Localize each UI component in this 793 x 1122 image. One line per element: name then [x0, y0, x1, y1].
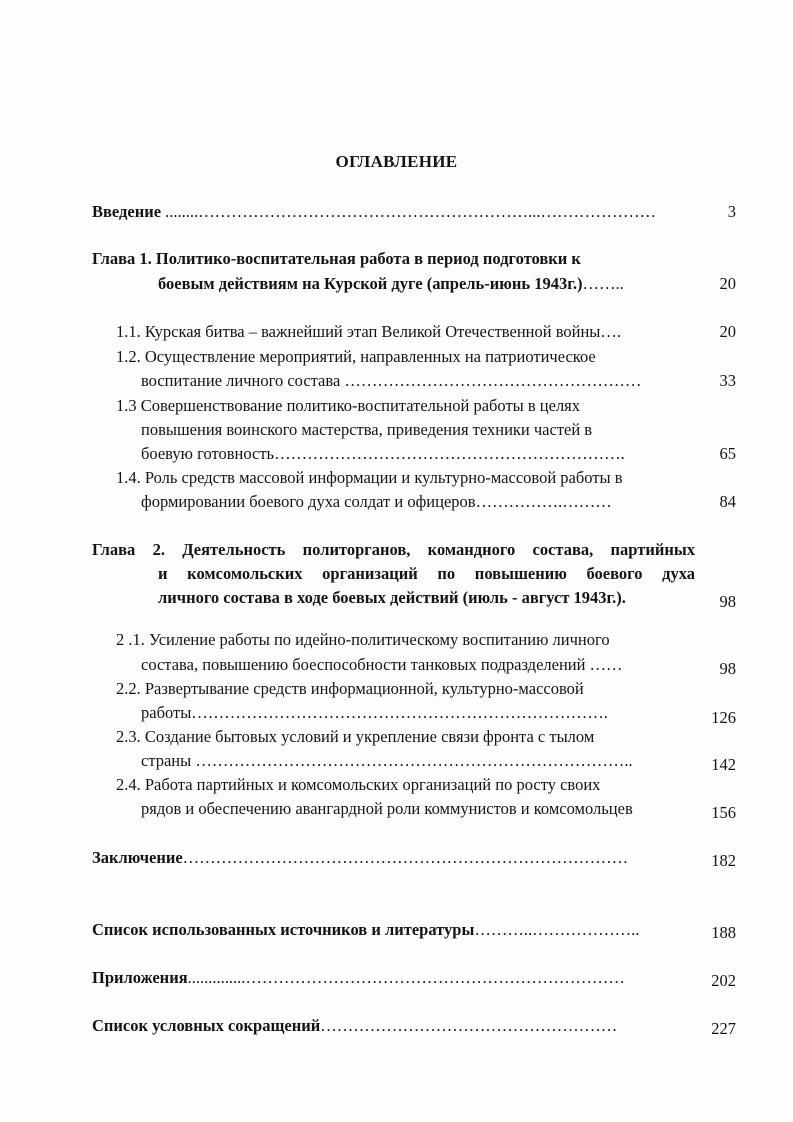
- toc-label: Заключение: [92, 848, 183, 867]
- toc-label: Список условных сокращений: [92, 1016, 321, 1035]
- toc-section-1-1: 1.1. Курская битва – важнейший этап Великой Отечественной войны….: [116, 322, 621, 341]
- toc-section-2-3: 2.3. Создание бытовых условий и укрепление связи фронта с тылом: [116, 727, 595, 746]
- toc-dots: ………………………………………………………………………: [182, 848, 629, 867]
- toc-dots: ………..………………..: [474, 920, 640, 939]
- page-title: ОГЛАВЛЕНИЕ: [335, 152, 458, 171]
- toc-section-1-2: 1.2. Осуществление мероприятий, направленных на патриотическое: [116, 347, 596, 366]
- toc-page-number: 188: [711, 923, 736, 942]
- toc-page-number: 227: [711, 1019, 736, 1038]
- toc-page-number: 156: [711, 803, 736, 822]
- toc-page-number: 65: [719, 444, 736, 463]
- toc-section-2-3: страны ……………………………………………………………………..: [141, 751, 633, 770]
- toc-label: Приложения: [92, 968, 188, 987]
- toc-section-2-4: 2.4. Работа партийных и комсомольских организаций по росту своих: [116, 775, 601, 794]
- toc-section-1-3: 1.3 Совершенствование политико-воспитательной работы в целях: [116, 396, 581, 415]
- toc-entry-sources: [92, 920, 639, 940]
- toc-section-2-2: 2.2. Развертывание средств информационной, культурно-массовой: [116, 679, 584, 698]
- toc-label: Список использованных источников и литературы: [92, 920, 475, 939]
- toc-page-number: 126: [711, 708, 736, 727]
- toc-section-1-3: повышения воинского мастерства, приведения техники частей в: [141, 420, 593, 439]
- toc-page-number: 20: [719, 274, 736, 293]
- toc-dots: ………………………………………………: [320, 1016, 618, 1035]
- toc-chapter-1-line: боевым действиям на Курской дуге (апрель-июнь 1943г.)……..: [158, 274, 624, 293]
- toc-label: Введение: [92, 202, 162, 221]
- toc-chapter-2-line: Глава 2. Деятельность политорганов, командного состава, партийных: [92, 540, 695, 559]
- toc-entry-conclusion: [92, 848, 628, 868]
- toc-section-1-3: боевую готовность……………………………………………………….: [141, 444, 625, 463]
- toc-entry-appendix: [92, 968, 625, 988]
- toc-chapter-2-line: и комсомольских организаций по повышению боевого духа: [158, 564, 695, 583]
- toc-section-1-2: воспитание личного состава ………………………………………………: [141, 371, 642, 390]
- toc-section-2-1: 2 .1. Усиление работы по идейно-политическому воспитанию личного: [116, 630, 610, 649]
- toc-section-2-2: работы………………………………………………………………….: [141, 703, 608, 722]
- toc-chapter-1-line: Глава 1. Политико-воспитательная работа в период подготовки к: [92, 249, 581, 268]
- toc-page-number: 20: [719, 322, 736, 341]
- toc-page-number: 182: [711, 851, 736, 870]
- toc-section-1-4: формировании боевого духа солдат и офицеров…………….………: [141, 492, 612, 511]
- toc-section-2-4: рядов и обеспечению авангардной роли коммунистов и комсомольцев: [141, 799, 633, 818]
- toc-page-number: 3: [727, 202, 736, 221]
- toc-page-number: 84: [719, 492, 736, 511]
- toc-page-number: 142: [711, 755, 736, 774]
- toc-page-number: 33: [719, 371, 736, 390]
- toc-page-number: 98: [719, 659, 736, 678]
- toc-entry-abbreviations: [92, 1016, 617, 1036]
- toc-entry-intro: [92, 202, 656, 222]
- toc-page-number: 202: [711, 971, 736, 990]
- toc-dots: ........……………………………………………………...…………………: [161, 202, 657, 221]
- toc-dots: ..............……………………………………………………………: [187, 968, 625, 987]
- toc-page-number: 98: [719, 592, 736, 611]
- toc-section-1-4: 1.4. Роль средств массовой информации и культурно-массовой работы в: [116, 468, 623, 487]
- toc-section-2-1: состава, повышению боеспособности танковых подразделений ……: [141, 655, 623, 674]
- toc-chapter-2-line: личного состава в ходе боевых действий (июль - август 1943г.).: [158, 588, 626, 607]
